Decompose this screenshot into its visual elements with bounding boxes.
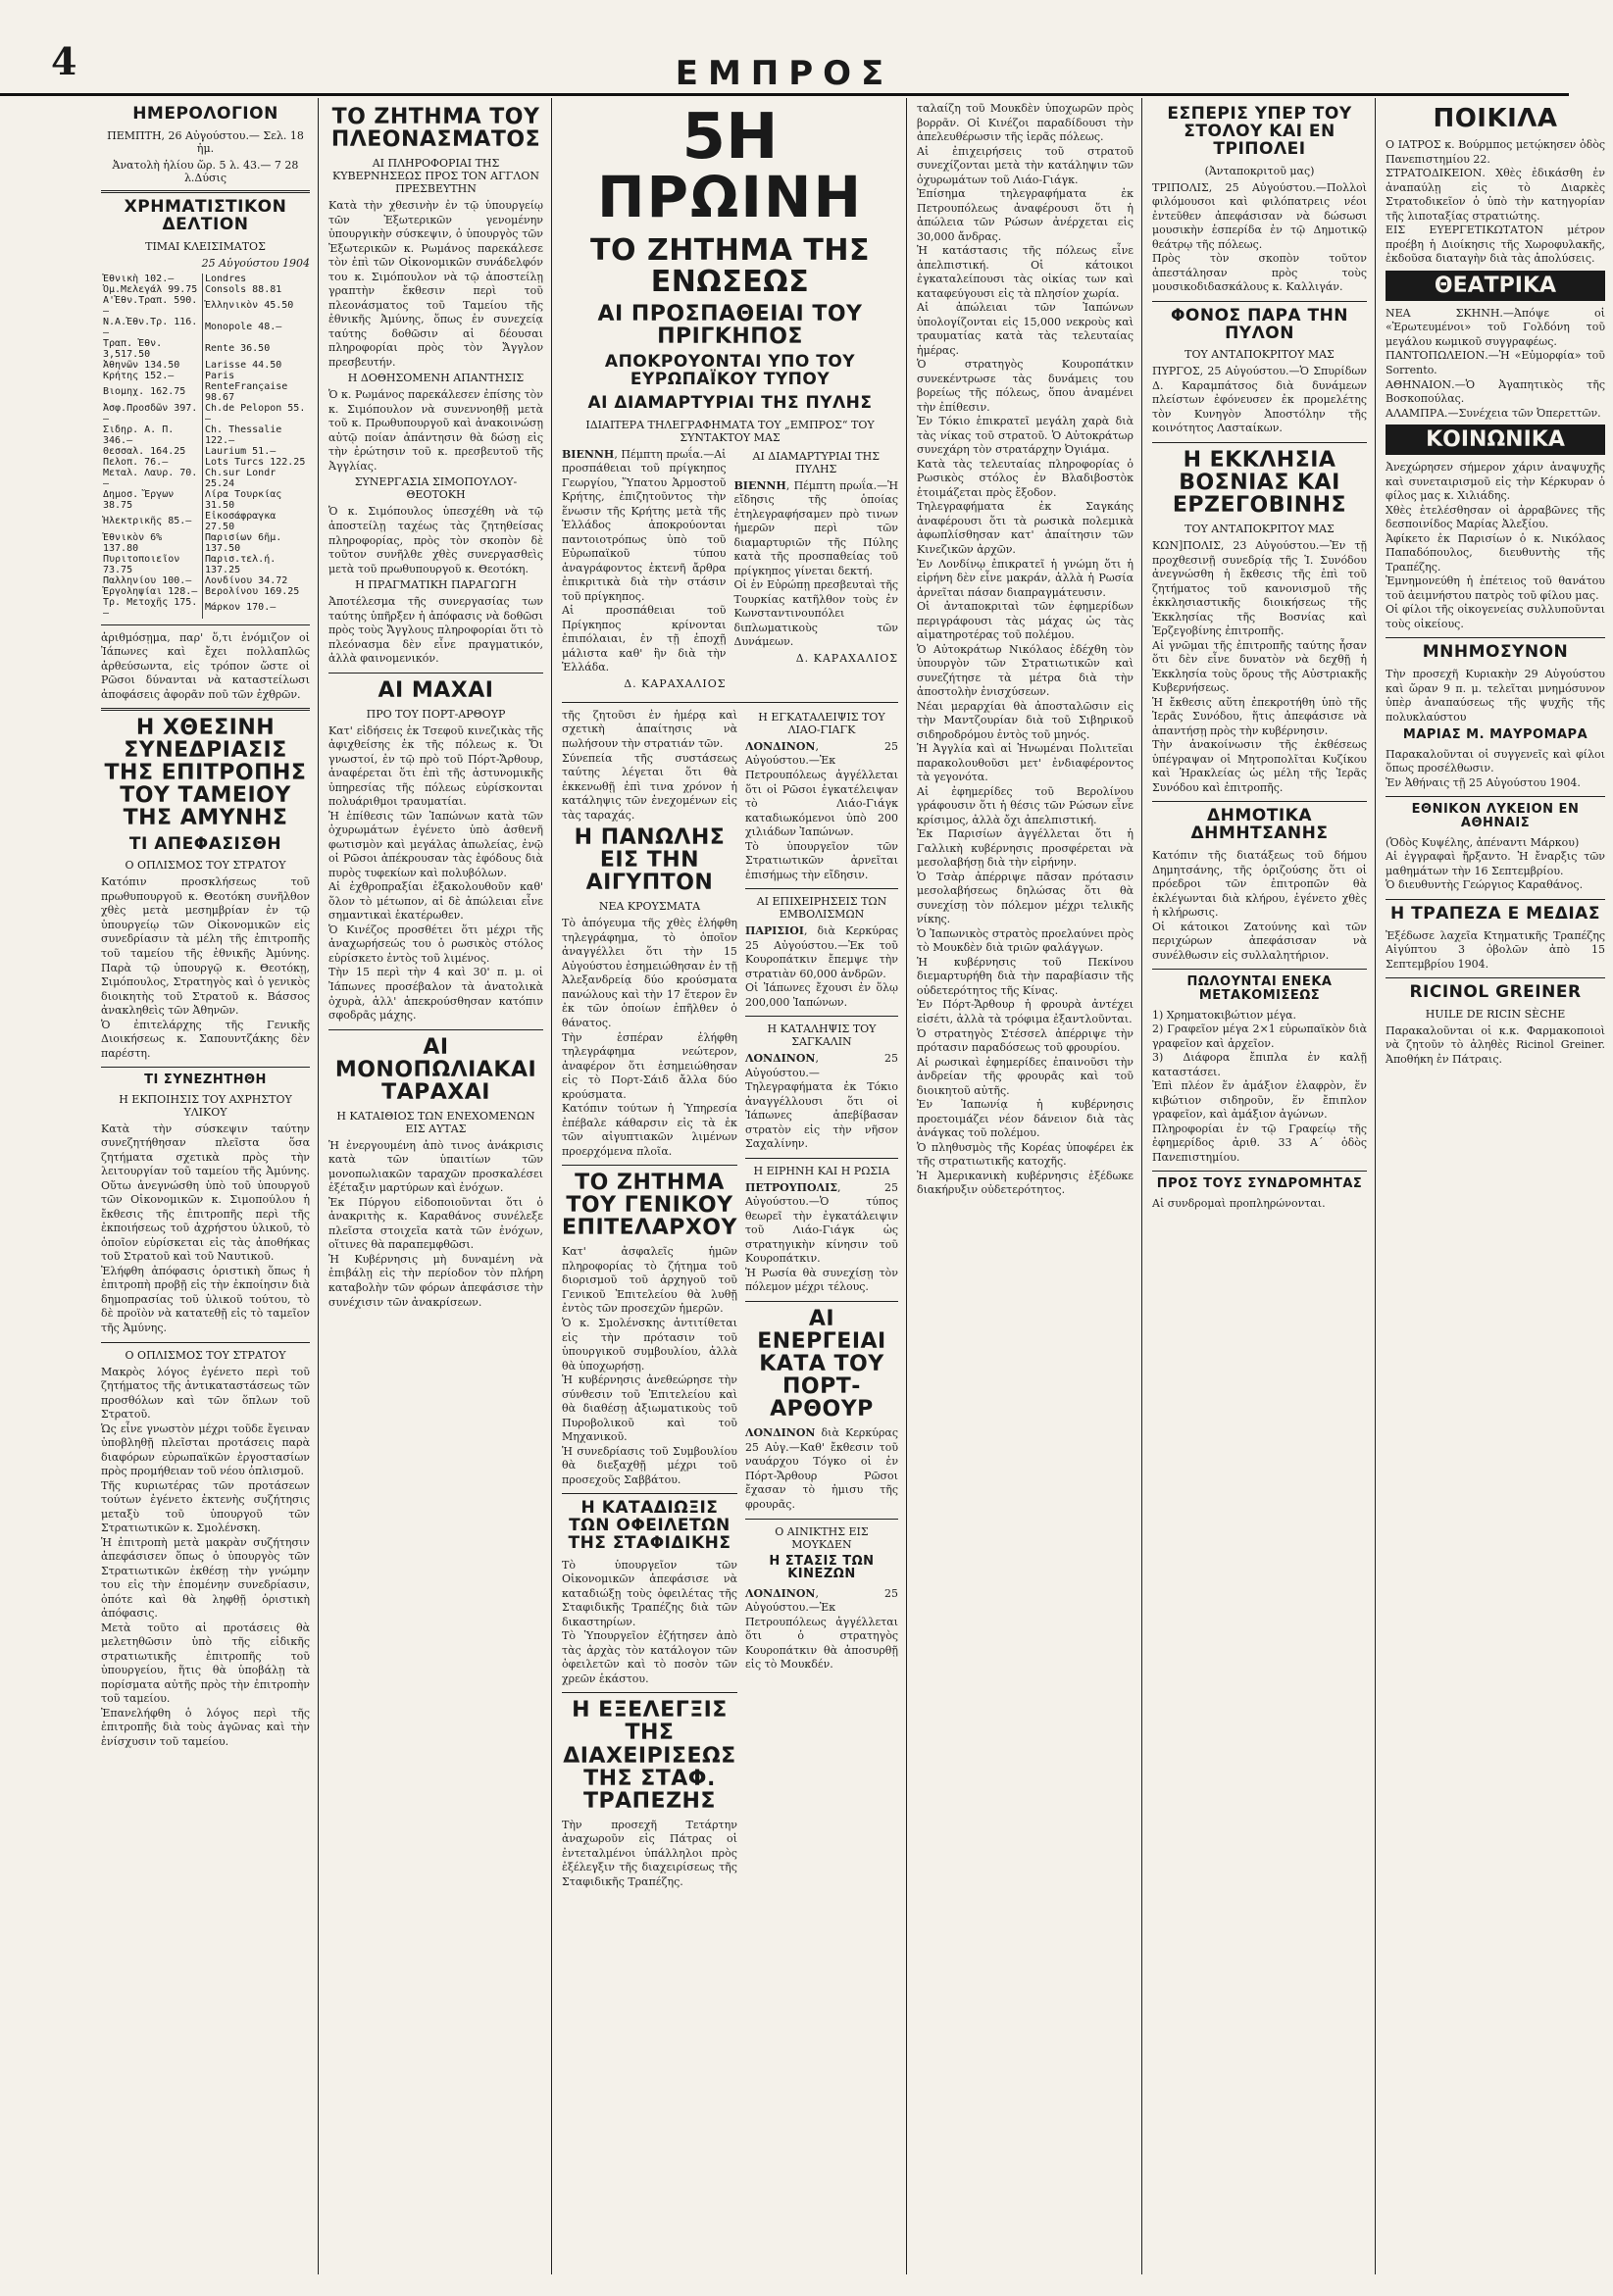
rate-cell: Α'Ἐθν.Τραπ. 590.— xyxy=(101,295,202,317)
article-body: Τὴν προσεχῆ Τετάρτην ἀναχωροῦν εἰς Πάτρας οἱ ἐντεταλμένοι ὑπάλληλοι πρὸς ἐξέλεγξιν τῆς διαχειρίσεως τῆς Σταφιδικῆς Τραπέζης. xyxy=(562,1818,737,1888)
bank-title: Η ΤΡΑΠΕΖΑ Ε ΜΕΔΙΑΣ xyxy=(1390,903,1600,923)
rate-row xyxy=(101,575,310,586)
article-body: Κατόπιν τῆς διατάξεως τοῦ δήμου Δημητσάνης, τῆς ὁριζούσης ὅτι οἱ πρόεδροι τῶν ἐπιτροπῶν θὰ ἐκλέγωνται διὰ κλήρου, ἐγένετο χθὲς ἡ κλήρωσις. Οἱ κάτοικοι Ζατούνης καὶ τῶν περιχώρων ἀπεφάσισαν νὰ συνέλθωσιν εἰς συλλαλητήριον. xyxy=(1152,849,1367,962)
fleet-evening-subtitle: (Ἀνταποκριτοῦ μας) xyxy=(1204,164,1315,177)
article-body: 1) Χρηματοκιβώτιον μέγα. 2) Γραφεῖον μέγα 2×1 εὐρωπαϊκὸν διὰ γραφεῖον καὶ ἀρχεῖον. 3) Διάφορα ἔπιπλα ἐν καλῇ καταστάσει. Ἐπὶ πλέον ἕν ἀμάξιον ἐλαφρὸν, ἕν κιβώτιον σιδηροῦν, ἕν ἔπιπλον γραφεῖον, καὶ ἀμάξιον ἀγώνων. Πληροφορίαι ἐν τῷ Γραφείῳ τῆς ἐφημερίδος ἀριθ. 33 Α΄ ὁδὸς Πανεπιστημίου. xyxy=(1152,1008,1367,1164)
useless-subtitle: Η ΕΚΠΟΙΗΣΙΣ ΤΟΥ ΑΧΡΗΣΤΟΥ ΥΛΙΚΟΥ xyxy=(119,1092,292,1119)
rate-cell: Ch. Thessalie 122.— xyxy=(204,424,282,446)
article-body: ΛΟΝΔΙΝΟΝ, 25 Αὐγούστου.—Ἐκ Πετρουπόλεως ἀγγέλλεται ὅτι ὁ στρατηγὸς Κουροπάτκιν θὰ ἀποσυρθῇ εἰς τὸ Μουκδέν. xyxy=(744,1586,898,1672)
rate-row xyxy=(101,284,310,295)
telegram-columns xyxy=(562,448,898,696)
rate-row xyxy=(101,381,310,403)
telegram-left xyxy=(562,448,727,696)
article-body: Κατὰ τὴν σύσκεψιν ταύτην συνεζητήθησαν πλεῖστα ὅσα ζητήματα σχετικὰ πρὸς τὴν λειτουργίαν τοῦ ταμείου τῆς Ἀμύνης. Οὕτω ἀνεγνώσθη ὑπὸ τοῦ ὑπουργοῦ τῶν Οἰκονομικῶν κ. Σιμοπούλου ἡ ἔκθεσις τῆς ἐπιτροπῆς περὶ τῆς ἐκποιήσεως τοῦ ἀχρήστου ὑλικοῦ, τὸ ὁποῖον εὑρίσκεται εἰς τὰς ἀποθήκας τοῦ Στρατοῦ καὶ τοῦ Ναυτικοῦ. Ἐλήφθη ἀπόφασις ὁριστικὴ ὅπως ἡ ἐπιτροπὴ προβῇ εἰς τὴν ἐκποίησιν διὰ δημοπρασίας τοῦ ὑλικοῦ τούτου, τὸ δὲ προϊὸν νὰ κατατεθῇ εἰς τὸ ταμεῖον τῆς Ἀμύνης. xyxy=(101,1122,310,1334)
article-body: Ἀποτέλεσμα τῆς συνεργασίας των ταύτης ὑπῆρξεν ἡ ἀπόφασις νὰ δοθῶσι πρὸς τοὺς Ἄγγλους πληροφορίαι ὅτι τὸ πλεόνασμα δὲν εἶνε πραγματικόν, ἀλλὰ φαινομενικόν. xyxy=(328,595,543,666)
committee-title: Η ΧΘΕΣΙΝΗ ΣΥΝΕΔΡΙΑΣΙΣ ΤΗΣ ΕΠΙΤΡΟΠΗΣ ΤΟΥ ΤΑΜΕΙΟΥ ΤΗΣ ΑΜΥΝΗΣ xyxy=(104,716,307,831)
divider xyxy=(1386,977,1605,978)
rate-row xyxy=(101,586,310,597)
article-body: ἀριθμόσῃμα, παρ' ὅ,τι ἐνόμιζον οἱ Ἰάπωνες καὶ ἔχει πολλαπλῶς ἀρθεύσωντα, εἰς τρόπον ὥστε οἱ Ρῶσοι δύνανται νὰ καταστείλωσι ἀποφάσεις ἀφορᾶν ποῦ τῶν ἐχθρῶν. xyxy=(101,630,310,701)
persecution-title: Η ΚΑΤΑΔΙΩΞΙΣ ΤΩΝ ΟΦΕΙΛΕΤΩΝ ΤΗΣ ΣΤΑΦΙΔΙΚΗΣ xyxy=(568,1498,731,1553)
divider xyxy=(1386,796,1605,797)
telegram-right xyxy=(734,448,899,696)
for-sale-title: ΠΩΛΟΥΝΤΑΙ ΕΝΕΚΑ ΜΕΤΑΚΟΜΙΣΕΩΣ xyxy=(1186,974,1333,1003)
article-body: τῆς ζητοῦσι ἐν ἡμέρᾳ καὶ σχετικὴ ἀπαίτησις νὰ πωλήσουν τὴν στρατιάν τῶν. Σύνεπεία τῆς συστάσεως ταύτης λέγεται ὅτι θὰ ἐκκενωθῇ ἐπὶ τινα χρόνον ἡ κατάληψις τῶν ἐνεχομένων εἰς τὰς ταραχάς. xyxy=(562,708,737,822)
column-4 xyxy=(909,98,1142,2274)
surplus-subtitle: ΑΙ ΠΛΗΡΟΦΟΡΙΑΙ ΤΗΣ ΚΥΒΕΡΝΗΣΕΩΣ ΠΡΟΣ ΤΟΝ ΑΓΓΛΟΝ ΠΡΕΣΒΕΥΤΗΝ xyxy=(332,157,539,196)
decisions-title: ΤΙ ΑΠΕΦΑΣΙΣΘΗ xyxy=(128,833,282,854)
divider xyxy=(101,1067,310,1068)
church-subtitle: ΤΟΥ ΑΝΤΑΠΟΚΡΙΤΟΥ ΜΑΣ xyxy=(1185,523,1335,536)
audit-title: Η ΕΞΕΛΕΓΞΙΣ ΤΗΣ ΔΙΑΧΕΙΡΙΣΕΩΣ ΤΗΣ ΣΤΑΦ. ΤΡΑΠΕΖΗΣ xyxy=(563,1698,736,1814)
rate-cell: Πυριτοποιεῖον 73.75 xyxy=(101,554,202,575)
rate-cell: Monopole 48.— xyxy=(204,322,282,333)
rate-cell: Βερολίνου 169.25 xyxy=(204,585,300,597)
rate-cell: Ἐθνικὴ 102.— xyxy=(101,274,202,284)
divider xyxy=(328,673,543,674)
article-body: ΛΟΝΔΙΝΟΝ διὰ Κερκύρας 25 Αὐγ.—Καθ' ἔκθεσιν τοῦ ναυάρχου Τόγκο οἱ ἐν Πόρτ-Ἄρθουρ Ρῶσοι ἔχασαν τὸ ἡμισυ τῆς φρουρᾶς. xyxy=(744,1426,898,1511)
column-2 xyxy=(321,98,552,2274)
rate-cell: Ἀσφ.Προσδῶν 397.— xyxy=(101,403,202,424)
rate-cell: Ἐργοληψίαι 128.— xyxy=(101,586,202,597)
edition-number: 5Η xyxy=(681,101,779,174)
rate-cell: Ἐθνικὸν 6% 137.80 xyxy=(101,532,202,554)
divider xyxy=(562,702,898,703)
subscribers-title: ΠΡΟΣ ΤΟΥΣ ΣΥΝΔΡΟΜΗΤΑΣ xyxy=(1156,1176,1363,1192)
rate-row xyxy=(101,403,310,424)
column-1 xyxy=(93,98,319,2274)
rate-row xyxy=(101,424,310,446)
divider xyxy=(328,1029,543,1030)
article-body: Ὁ κ. Σιμόπουλος ὑπεσχέθη νὰ τῷ ἀποστείλῃ ταχέως τὰς ζητηθείσας πληροφορίας, πρὸς τὸν σκοπὸν δὲ τοῦτον συνῆλθε χθὲς συνεργασθεὶς μετὰ τοῦ πρωθυπουργοῦ κ. Θεοτόκη. xyxy=(328,505,543,575)
calendar-line-1: ΠΕΜΠΤΗ, 26 Αὐγούστου.— Σελ. 18 ἡμ. xyxy=(107,128,304,155)
rate-cell: Μεταλ. Λαυρ. 70.— xyxy=(101,468,202,489)
article-body: ΝΕΑ ΣΚΗΝΗ.—Ἀπόψε οἱ «Ἐρωτευμένοι» τοῦ Γολδόνη τοῦ μεγάλου κωμικοῦ συγγραφέως. ΠΑΝΤΟΠΩΛΕΙΟΝ.—Ἡ «Εὐμορφία» τοῦ Sorrento. ΑΘΗΝΑΙΟΝ.—Ὁ Ἀγαπητικὸς τῆς Βοσκοπούλας. ΑΛΑΜΠΡΑ.—Συνέχεια τῶν Ὀπερεττῶν. xyxy=(1386,306,1605,420)
lyceum-title: ΕΘΝΙΚΟΝ ΛΥΚΕΙΟΝ ΕΝ ΑΘΗΝΑΙΣ xyxy=(1411,802,1580,830)
article-body: ταλαίζη τοῦ Μουκδὲν ὑποχωρῶν πρὸς βορρᾶν. Οἱ Κινέζοι παραδίδουσι τὴν ἀπελευθέρωσιν τῆς ἱερᾶς πόλεως. Αἱ ἐπιχειρήσεις τοῦ στρατοῦ συνεχίζονται μετὰ τὴν κατάληψιν τῶν ὀχυρωμάτων τοῦ Λιάο-Γιάγκ. Ἐπίσημα τηλεγραφήματα ἐκ Πετρουπόλεως ἀναφέρουσι ὅτι ἡ ἀπώλεια τῶν Ρώσων ἀνέρχεται εἰς 30,000 ἄνδρας. Ἡ κατάστασις τῆς πόλεως εἶνε ἀπελπιστική. Οἱ κάτοικοι ἐγκαταλείπουσι τὰς οἰκίας των καὶ καταφεύγουσι εἰς τὰ πλησίον χωρία. Αἱ ἀπώλειαι τῶν Ἰαπώνων ὑπολογίζονται εἰς 15,000 νεκροὺς καὶ τραυματίας κατὰ τὰς τελευταίας ἡμέρας. Ὁ στρατηγὸς Κουροπάτκιν συνεκέντρωσε τὰς δυνάμεις του βορείως τῆς πόλεως, ὅπου ἀναμένει τὴν ἐπίθεσιν. Ἐν Τόκιο ἐπικρατεῖ μεγάλη χαρὰ διὰ τὰς νίκας τοῦ στρατοῦ. Ὁ Αὐτοκράτωρ συνεχάρη τὸν στρατάρχην Ὀγιάμα. Κατὰ τὰς τελευταίας πληροφορίας ὁ Ρωσικὸς στόλος ἐν Βλαδιβοστὸκ ἑτοιμάζεται πρὸς ἔξοδον. Τηλεγραφήματα ἐκ Σαγκάης ἀναφέρουσι ὅτι τὰ ρωσικὰ πολεμικὰ ἀφωπλίσθησαν κατ' ἀπαίτησιν τῶν Κινεζικῶν ἀρχῶν. Ἐν Λονδίνῳ ἐπικρατεῖ ἡ γνώμη ὅτι ἡ εἰρήνη δὲν εἶνε μακράν, ἀλλὰ ἡ Ρωσία ἀρνεῖται πάσαν διαπραγμάτευσιν. Οἱ ἀνταποκριταὶ τῶν ἐφημερίδων περιγράφουσι τὰς μάχας ὡς τὰς αἱματηροτέρας τοῦ πολέμου. Ὁ Αὐτοκράτωρ Νικόλαος ἐδέχθη τὸν ὑπουργὸν τῶν Στρατιωτικῶν καὶ συνεζήτησε τὰ μέτρα διὰ τὴν ἀποστολὴν ἐνισχύσεων. Νέαι μεραρχίαι θὰ ἀποσταλῶσιν εἰς τὴν Μαντζουρίαν διὰ τοῦ Σιβηρικοῦ σιδηροδρόμου ἐντὸς τοῦ μηνός. Ἡ Ἀγγλία καὶ αἱ Ἡνωμέναι Πολιτεῖαι παρακολουθοῦσι μετ' ἐνδιαφέροντος τὰ γεγονότα. Αἱ ἐφημερίδες τοῦ Βερολίνου γράφουσιν ὅτι ἡ θέσις τῶν Ρώσων εἶνε κρίσιμος, ἀλλὰ ὄχι ἀπελπιστική. Ἐκ Παρισίων ἀγγέλλεται ὅτι ἡ Γαλλικὴ κυβέρνησις προσφέρεται νὰ μεσολαβήσῃ διὰ τὴν εἰρήνην. Ὁ Τσὰρ ἀπέρριψε πᾶσαν πρότασιν μεσολαβήσεως δηλώσας ὅτι θὰ συνεχίσῃ τὸν πόλεμον μέχρι τελικῆς νίκης. Ὁ Ἰαπωνικὸς στρατὸς προελαύνει πρὸς τὸ Μουκδὲν διὰ τριῶν φαλάγγων. Ἡ κυβέρνησις τοῦ Πεκίνου διεμαρτυρήθη διὰ τὴν παραβίασιν τῆς οὐδετερότητος τῆς Κίνας. Ἐν Πόρτ-Ἄρθουρ ἡ φρουρὰ ἀντέχει εἰσέτι, ἀλλὰ τὰ τρόφιμα ἐξαντλοῦνται. Ὁ στρατηγὸς Στέσσελ ἀπέρριψε τὴν πρότασιν παραδόσεως τοῦ φρουρίου. Αἱ ρωσικαὶ ἐφημερίδες ἐπαινοῦσι τὴν ἀνδρείαν τῆς φρουρᾶς καὶ τοῦ διοικητοῦ αὐτῆς. Ἐν Ἰαπωνίᾳ ἡ κυβέρνησις προετοιμάζει νέον δάνειον διὰ τὰς ἀνάγκας τοῦ πολέμου. Ὁ πληθυσμὸς τῆς Κορέας ὑποφέρει ἐκ τῆς στρατιωτικῆς κατοχῆς. Ἡ Ἀμερικανικὴ κυβέρνησις ἐξέδωκε διακήρυξιν οὐδετερότητος. xyxy=(917,102,1134,1197)
rate-cell: Κρήτης 152.— xyxy=(101,371,202,381)
army-subtitle-2: Ο ΟΠΛΙΣΜΟΣ ΤΟΥ ΣΤΡΑΤΟΥ xyxy=(125,1348,286,1362)
rate-row xyxy=(101,511,310,532)
news-columns xyxy=(562,709,898,1889)
rate-row xyxy=(101,338,310,360)
finance-date: 25 Αὐγούστου 1904 xyxy=(201,256,310,270)
fleet-evening-title: ΕΣΠΕΡΙΣ ΥΠΕΡ ΤΟΥ ΣΤΟΛΟΥ ΚΑΙ ΕΝ ΤΡΙΠΟΛΕΙ xyxy=(1167,104,1352,159)
rate-cell: Παρισίων 6ῆμ. 137.50 xyxy=(204,531,282,554)
plague-title: Η ΠΑΝΩΛΗΣ ΕΙΣ ΤΗΝ ΑΙΓΥΠΤΟΝ xyxy=(574,825,726,896)
article-body: Ὁ κ. Ρωμάνος παρεκάλεσεν ἐπίσης τὸν κ. Σιμόπουλον νὰ συνεννοηθῇ μετὰ τοῦ κ. Πρωθυπουργοῦ καὶ ἀνακοινώσῃ αὐτῷ ποίαν ἀπάντησιν θὰ δώσῃ εἰς τὴν ἐρώτησιν τοῦ κ. πρεσβευτοῦ τῆς Ἀγγλίας. xyxy=(328,388,543,473)
divider xyxy=(562,1165,737,1166)
production-subtitle: Η ΠΡΑΓΜΑΤΙΚΗ ΠΑΡΑΓΩΓΗ xyxy=(355,578,517,592)
article-body: Τὸ ἀπόγευμα τῆς χθὲς ἐλήφθη τηλεγράφημα, τὸ ὁποῖον ἀναγγέλλει ὅτι τὴν 15 Αὐγούστου ἐσημειώθησαν ἐν τῇ Ἀλεξανδρείᾳ δύο κρούσματα πανώλους καὶ τὴν 17 ἕτερον ἓν ἐκ τῶν ὁποίων ἐπῆλθεν ὁ θάνατος. Τὴν ἑσπέραν ἐλήφθη τηλεγράφημα νεώτερον, ἀναφέρον ὅτι ἐσημειώθησαν εἰς τὸ Πορτ-Σάιδ ἄλλα δύο κρούσματα. Κατόπιν τούτων ἡ Ὑπηρεσία ἐπέβαλε κάθαρσιν εἰς τὰ ἐκ τῶν αἰγυπτιακῶν λιμένων προερχόμενα πλοῖα. xyxy=(562,917,737,1158)
divider xyxy=(101,624,310,625)
divider xyxy=(745,1016,898,1017)
divider xyxy=(562,1692,737,1693)
prince-title: ΑΙ ΠΡΟΣΠΑΘΕΙΑΙ ΤΟΥ ΠΡΙΓΚΗΠΟΣ xyxy=(597,302,863,350)
municipal-title: ΔΗΜΟΤΙΚΑ ΔΗΜΗΤΣΑΝΗΣ xyxy=(1190,806,1329,844)
rate-cell: Larisse 44.50 xyxy=(204,359,282,371)
monopoly-title: ΑΙ ΜΟΝΟΠΩΛΙΑΚΑΙ ΤΑΡΑΧΑΙ xyxy=(334,1034,537,1105)
article-body: Κατ' εἰδήσεις ἐκ Τσεφοῦ κινεζικὰς τῆς ἀφιχθείσης ἐκ τῆς πόλεως κ. Ὄι γνωστοί, ἐν τῷ πρὸ τοῦ Πόρτ-Ἄρθουρ, ἀναφέρεται ὅτι ἐπὶ τῆς ἀστυνομικῆς ὑπηρεσίας τῆς πόλεως εὑρίσκονται πολυάριθμοι τραυματίαι. Ἡ ἐπίθεσις τῶν Ἰαπώνων κατὰ τῶν ὀχυρωμάτων ἐγένετο ὑπὸ ἀσθενῆ φωτισμὸν καὶ μεγάλας ἀπωλείας, ἐνῷ οἱ Ρῶσοι ἀπέκρουσαν τὰς ἐφόδους διὰ πυρὸς τυφεκίων καὶ πολυβόλων. Αἱ ἐχθροπραξίαι ἐξακολουθοῦν καθ' ὅλον τὸ μέτωπον, αἱ δὲ ἀπώλειαι εἶνε σημαντικαὶ ἑκατέρωθεν. Ὁ Κινέζος προσθέτει ὅτι μέχρι τῆς ἀναχωρήσεώς του ὁ ρωσικὸς στόλος εὑρίσκετο ἐντὸς τοῦ λιμένος. Τὴν 15 περὶ τὴν 4 καὶ 30' π. μ. οἱ Ἰάπωνες προσέβαλον τὰ ἀνατολικὰ ὀχυρὰ, ἀλλ' ἀπεκρούσθησαν κατόπιν σφοδρᾶς μάχης. xyxy=(328,724,543,1023)
press-title: ΑΠΟΚΡΟΥΟΝΤΑΙ ΥΠΟ ΤΟΥ ΕΥΡΩΠΑΪΚΟΥ ΤΥΠΟΥ xyxy=(604,352,856,390)
rate-cell: Μάρκον 170.— xyxy=(204,602,277,614)
column-3 xyxy=(554,98,907,2274)
divider xyxy=(1386,637,1605,638)
rate-cell: Βιομηχ. 162.75 xyxy=(101,381,202,403)
article-body: Ἀνεχώρησεν σήμερον χάριν ἀναψυχῆς καὶ συνεταιρισμοῦ εἰς τὴν Κέρκυραν ὁ φίλος μας κ. Χιλιάδης. Χθὲς ἐτελέσθησαν οἱ ἀρραβῶνες τῆς δεσποινίδος Μαρίας Ἀλεξίου. Ἀφίκετο ἐκ Παρισίων ὁ κ. Νικόλαος Παπαδόπουλος, διευθυντὴς τῆς Τραπέζης. Ἐμνημονεύθη ἡ ἐπέτειος τοῦ θανάτου τοῦ ἀειμνήστου πατρὸς τοῦ φίλου μας. Οἱ φίλοι τῆς οἰκογενείας συλλυποῦνται τοὺς οἰκείους. xyxy=(1386,461,1605,630)
finance-subtitle: ΤΙΜΑΙ ΚΛΕΙΣΙΜΑΤΟΣ xyxy=(145,239,266,253)
rate-row xyxy=(101,274,310,284)
murder-subtitle: ΤΟΥ ΑΝΤΑΠΟΚΡΙΤΟΥ ΜΑΣ xyxy=(1185,348,1335,362)
masthead xyxy=(0,0,1569,96)
memorial-title: ΜΝΗΜΟΣΥΝΟΝ xyxy=(1422,642,1569,663)
article-body: ΒΙΕΝΝΗ, Πέμπτη πρωΐα.—Ἡ εἴδησις τῆς ὁποίας ἐτηλεγραφήσαμεν πρὸ τινων ἡμερῶν περὶ τῶν διαμαρτυριῶν τῆς Πύλης κατὰ τῆς προσπαθείας τοῦ πρίγκηπος γίνεται δεκτή. Οἱ ἐν Εὐρώπῃ πρεσβευταὶ τῆς Τουρκίας κατῆλθον τοὺς ἐν Κωνσταντινουπόλει διπλωματικοὺς τῶν Δυνάμεων. xyxy=(733,478,898,649)
rate-cell: Ch.sur Londr 25.24 xyxy=(204,467,277,489)
rate-cell: Paris xyxy=(204,370,235,381)
edition-word: ΠΡΩΙΝΗ xyxy=(596,164,864,230)
article-body: Παρακαλοῦνται οἱ κ.κ. Φαρμακοποιοὶ νὰ ζητοῦν τὸ ἀληθὲς Ricinol Greiner. Ἀποθήκη ἐν Πάτραις. xyxy=(1386,1023,1605,1066)
what-agreed-title: ΤΙ ΣΥΝΕΖΗΤΗΘΗ xyxy=(144,1073,267,1088)
divider xyxy=(562,1493,737,1494)
rate-cell: Εἰκοσάφραγκα 27.50 xyxy=(204,510,277,532)
rate-cell: RenteFrançaise 98.67 xyxy=(204,380,288,403)
surplus-title: ΤΟ ΖΗΤΗΜΑ ΤΟΥ ΠΛΕΟΝΑΣΜΑΤΟΣ xyxy=(330,105,541,153)
social-title: ΚΟΙΝΩΝΙΚΑ xyxy=(1386,424,1605,455)
article-body: ΛΟΝΔΙΝΟΝ, 25 Αὐγούστου.—Ἐκ Πετρουπόλεως ἀγγέλλεται ὅτι οἱ Ρῶσοι ἐγκατέλειψαν τὸ Λιάο-Γιάγκ καταδιωκόμενοι ὑπὸ 200 χιλιάδων Ἰαπώνων. Τὸ ὑπουργεῖον τῶν Στρατιωτικῶν ἀρνεῖται ἐπισήμως τὴν εἴδησιν. xyxy=(744,739,898,881)
signature-2: Δ. ΚΑΡΑΧΑΛΙΟΣ xyxy=(795,651,898,665)
monopoly-subtitle: Η ΚΑΤΑΙΘΙΟΣ ΤΩΝ ΕΝΕΧΟΜΕΝΩΝ ΕΙΣ ΑΥΤΑΣ xyxy=(336,1109,535,1135)
rate-row xyxy=(101,295,310,317)
rate-row xyxy=(101,371,310,381)
rate-cell: Πελοπ. 76.— xyxy=(101,457,202,468)
rate-cell: Ὀμ.Μελεγάλ 99.75 xyxy=(101,284,202,295)
answer-subtitle: Η ΔΟΘΗΣΟΜΕΝΗ ΑΠΑΝΤΗΣΙΣ xyxy=(347,372,525,385)
battles-subtitle: ΠΡΟ ΤΟΥ ΠΟΡΤ-ΑΡΘΟΥΡ xyxy=(366,707,506,721)
rate-cell: Ἀθηνῶν 134.50 xyxy=(101,360,202,371)
riddle-subtitle: Ο ΑΙΝΙΚΤΗΣ ΕΙΣ ΜΟΥΚΔΕΝ xyxy=(775,1524,869,1551)
article-body: Τὸ ὑπουργεῖον τῶν Οἰκονομικῶν ἀπεφάσισε νὰ καταδιώξῃ τοὺς ὀφειλέτας τῆς Σταφιδικῆς Τραπέζης διὰ τῶν δικαστηρίων. Τὸ Ὑπουργεῖον ἐζήτησεν ἀπὸ τὰς ἀρχὰς τὸν κατάλογον τῶν ὀφειλετῶν καὶ τὸ ποσὸν τῶν χρεῶν ἑκάστου. xyxy=(562,1558,737,1685)
divider xyxy=(745,1158,898,1159)
article-body: ΠΥΡΓΟΣ, 25 Αὐγούστου.—Ὁ Σπυρίδων Δ. Καραμπάτσος διὰ δυνάμεων πλείστων ἐφόνευσεν ἐκ προμελέτης τὸν Κυνηγὸν Ἀποστόλην τῆς κοινότητος Λασταίκων. xyxy=(1152,365,1367,435)
protests-subtitle: ΑΙ ΔΙΑΜΑΡΤΥΡΙΑΙ ΤΗΣ ΠΥΛΗΣ xyxy=(752,449,880,475)
rate-cell: Λίρα Τουρκίας 31.50 xyxy=(204,488,282,511)
column-6 xyxy=(1378,98,1613,2274)
article-body: ΚΩΝ]ΠΟΛΙΣ, 23 Αὐγούστου.—Ἐν τῇ προχθεσινῇ συνεδρίᾳ τῆς Ἱ. Συνόδου ἀνεγνώσθη ἡ ἔκθεσις τῆς ἐπὶ τοῦ ζητήματος τοῦ κανονισμοῦ τῆς ἐκκλησιαστικῆς διοικήσεως τῆς Ἐκκλησίας τῆς Βοσνίας καὶ Ἐρζεγοβίνης ἐπιτροπῆς. Αἱ γνῶμαι τῆς ἐπιτροπῆς ταύτης ἦσαν ὅτι δὲν εἶνε δυνατὸν νὰ δεχθῇ ἡ Ἐκκλησία τοὺς ὅρους τῆς Αὐστριακῆς Κυβερνήσεως. Ἡ ἔκθεσις αὕτη ἐπεκροτήθη ὑπὸ τῆς Ἱερᾶς Συνόδου, ἥτις ἀπεφάσισε νὰ ἀπαντήσῃ πρὸς τὴν κυβέρνησιν. Τὴν ἀνακοίνωσιν τῆς ἐκθέσεως ὑπέγραψαν οἱ Μητροπολῖται Κυζίκου καὶ Ἡρακλείας ὡς μέλη τῆς Ἱερᾶς Συνόδου καὶ ἐπιτροπῆς. xyxy=(1152,539,1367,794)
article-body: Ἡ ἐνεργουμένη ἀπὸ τινος ἀνάκρισις κατὰ τῶν ὑπαιτίων τῶν μονοπωλιακῶν ταραχῶν προσκαλέσει ἐξέταξιν μαρτύρων καὶ ἐνόχων. Ἐκ Πύργου εἰδοποιοῦνται ὅτι ὁ ἀνακριτὴς κ. Καραθάνος συνέλεξε πλεῖστα στοιχεῖα κατὰ τῶν ἐνόχων, οἵτινες θὰ παραπεμφθῶσι. Ἡ Κυβέρνησις μὴ δυναμένη νὰ ἐπιβάλῃ εἰς τὴν περίοδον τὸν πλήρη καταβολὴν τῶν φόρων ἀπεφάσισε τὴν συνέχισιν τῶν ἀνακρίσεων. xyxy=(328,1138,543,1309)
divider xyxy=(745,888,898,889)
page-number: 4 xyxy=(51,39,77,83)
article-body: Κατὰ τὴν χθεσινὴν ἐν τῷ ὑπουργείῳ τῶν Ἐξωτερικῶν γενομένην ὑπουργικὴν σύσκεψιν, ὁ ὑπουργὸς τῶν Ἐξωτερικῶν κ. Ρωμάνος παρεκάλεσε τὸν ἐπὶ τῶν Οἰκονομικῶν συνάδελφόν του κ. Σιμόπουλον νὰ τῷ ἀποστείλῃ γραπτὴν ἔκθεσιν περὶ τοῦ πλεονάσματος τοῦ Ταμείου τῆς ἐθνικῆς Ἀμύνης, ὅπως ἐν συνεχείᾳ ταύτης δοθῶσιν αἱ δέουσαι πληροφορίαι πρὸς τὸν Ἄγγλον πρεσβευτήν. xyxy=(328,199,543,369)
embolisms-subtitle: ΑΙ ΕΠΙΧΕΙΡΗΣΕΙΣ ΤΩΝ ΕΜΒΟΛΙΣΜΩΝ xyxy=(756,895,887,922)
memorial-name: ΜΑΡΙΑΣ Μ. ΜΑΥΡΟΜΑΡΑ xyxy=(1402,727,1588,743)
divider xyxy=(1152,1171,1367,1172)
divider xyxy=(1152,969,1367,970)
rate-row xyxy=(101,317,310,338)
plague-subtitle: ΝΕΑ ΚΡΟΥΣΜΑΤΑ xyxy=(598,900,701,914)
peace-subtitle: Η ΕΙΡΗΝΗ ΚΑΙ Η ΡΩΣΙΑ xyxy=(753,1164,890,1177)
article-body: (Ὁδὸς Κυψέλης, ἀπέναντι Μάρκου) Αἱ ἐγγραφαὶ ἤρξαντο. Ἡ ἔναρξις τῶν μαθημάτων τὴν 16 Σεπτεμβρίου. Ὁ διευθυντὴς Γεώργιος Καραθάνος. xyxy=(1386,835,1605,892)
article-body: Μακρὸς λόγος ἐγένετο περὶ τοῦ ζητήματος τῆς ἀντικαταστάσεως τῶν προσθόλων καὶ τῶν ὅπλων τοῦ Στρατοῦ. Ὡς εἶνε γνωστὸν μέχρι τοῦδε ἔγειναν ὑποβληθῇ πλεῖσται προτάσεις παρὰ διαφόρων εὐρωπαϊκῶν ἐργοστασίων πρὸς προμήθειαν τοῦ νέου ὁπλισμοῦ. Τῆς κυριωτέρας τῶν προτάσεων τούτων ἐγένετο ἐκτενὴς συζήτησις μεταξὺ τοῦ ὑπουργοῦ τῶν Στρατιωτικῶν κ. Σμολένσκη. Ἡ ἐπιτροπὴ μετὰ μακρὰν συζήτησιν ἀπεφάσισεν ὅπως ὁ ὑπουργὸς τῶν Στρατιωτικῶν ἐκθέσῃ τὴν γνώμην του εἰς τὴν ἑπομένην συνεδρίασιν, ὁπότε καὶ θὰ ληφθῇ ὁριστικὴ ἀπόφασις. Μετὰ τοῦτο αἱ προτάσεις θὰ μελετηθῶσιν ὑπὸ τῆς εἰδικῆς στρατιωτικῆς ἐπιτροπῆς τοῦ ὑπουργείου, ἥτις θὰ ὑποβάλῃ τὰ πορίσματα αὐτῆς πρὸς τὴν ἐπιτροπὴν τοῦ ταμείου. Ἐπανελήφθη ὁ λόγος περὶ τῆς ἐπιτροπῆς διὰ τοὺς ἀγῶνας καὶ τὴν ἐνίσχυσιν τοῦ ταμείου. xyxy=(101,1365,310,1748)
union-title: ΤΟ ΖΗΤΗΜΑ ΤΗΣ ΕΝΩΣΕΩΣ xyxy=(590,233,870,299)
cooperation-subtitle: ΣΥΝΕΡΓΑΣΙΑ ΣΙΜΟΠΟΥΛΟΥ-ΘΕΟΤΟΚΗ xyxy=(354,475,518,502)
rate-cell: Ch.de Pelopon 55.— xyxy=(204,402,306,424)
rate-cell: Londres xyxy=(204,273,247,284)
columns xyxy=(93,98,1605,2274)
chief-of-staff-title: ΤΟ ΖΗΤΗΜΑ ΤΟΥ ΓΕΝΙΚΟΥ ΕΠΙΤΕΛΑΡΧΟΥ xyxy=(562,1171,737,1241)
rate-row xyxy=(101,489,310,511)
article-body: Κατ' ἀσφαλεῖς ἡμῶν πληροφορίας τὸ ζήτημα τοῦ διορισμοῦ τοῦ ἀρχηγοῦ τοῦ Γενικοῦ Ἐπιτελείου θὰ λυθῇ ἐντὸς τῶν προσεχῶν ἡμερῶν. Ὁ κ. Σμολένσκης ἀντιτίθεται εἰς τὴν πρότασιν τοῦ ὑπουργικοῦ συμβουλίου, ἀλλὰ θὰ ὑποχωρήσῃ. Ἡ κυβέρνησις ἀνεθεώρησε τὴν σύνθεσιν τοῦ Ἐπιτελείου καὶ θὰ διαθέσῃ ἀξιωματικοὺς τοῦ Πυροβολικοῦ καὶ τοῦ Μηχανικοῦ. Ἡ συνεδρίασις τοῦ Συμβουλίου θὰ διεξαχθῇ μέχρι τοῦ προσεχοῦς Σαββάτου. xyxy=(562,1245,737,1486)
operations-title: ΑΙ ΕΝΕΡΓΕΙΑΙ ΚΑΤΑ ΤΟΥ ΠΟΡΤ-ΑΡΘΟΥΡ xyxy=(757,1306,886,1423)
sakhalin-subtitle: Η ΚΑΤΑΛΗΨΙΣ ΤΟΥ ΣΑΓΚΑΛΙΝ xyxy=(767,1023,877,1049)
rate-cell: Σιδηρ. Α. Π. 346.— xyxy=(101,424,202,446)
paper-name: ΕΜΠΡΟΣ xyxy=(675,54,894,93)
rate-cell: Παλληνίου 100.— xyxy=(101,575,202,586)
rate-cell: Laurium 51.— xyxy=(204,445,277,457)
article-body: Αἱ συνδρομαὶ προπληρώνονται. xyxy=(1152,1196,1326,1210)
article-body: ΒΙΕΝΝΗ, Πέμπτη πρωΐα.—Αἱ προσπάθειαι τοῦ πρίγκηπος Γεωργίου, Ὕπατου Ἁρμοστοῦ Κρήτης, ἐπιζητοῦντος τὴν ἕνωσιν τῆς Κρήτης μετὰ τῆς Ἑλλάδος ἀποκρούονται παντοιοτρόπως ὑπὸ τοῦ Εὐρωπαϊκοῦ τύπου ἀναγράφοντος ἐκτενῆ ἄρθρα ἐπικριτικὰ διὰ τὴν στάσιν τοῦ πρίγκηπος. Αἱ προσπάθειαι τοῦ Πρίγκηπος κρίνονται ἐπιπόλαιαι, ἐν τῇ ἐποχῇ μάλιστα καθ' ἣν διὰ τὴν Ἑλλάδα. xyxy=(562,447,727,674)
rate-row xyxy=(101,446,310,457)
rate-cell: Παρισ.τελ.ή. 137.25 xyxy=(204,553,277,575)
rate-cell: Consols 88.81 xyxy=(204,283,282,295)
divider xyxy=(1386,899,1605,900)
column-5 xyxy=(1144,98,1376,2274)
murder-title: ΦΟΝΟΣ ΠΑΡΑ ΤΗΝ ΠΥΛΟΝ xyxy=(1170,305,1349,343)
divider xyxy=(745,1519,898,1520)
divider xyxy=(1152,301,1367,302)
miscellaneous-title: ΠΟΙΚΙΛΑ xyxy=(1433,104,1558,133)
rate-cell: Τραπ. Ἐθν. 3,517.50 xyxy=(101,338,202,360)
article-body: ΤΡΙΠΟΛΙΣ, 25 Αὐγούστου.—Πολλοὶ φιλόμουσοι καὶ φιλόπατρεις νέοι ἐντεῦθεν ἀπεφάσισαν νὰ δώσωσι μουσικὴν ἑσπερίδα ἐν τῷ Δημοτικῷ θεάτρῳ τῆς πόλεως. Πρὸς τὸν σκοπὸν τοῦτον ἀπεστάλησαν πρὸς τοὺς μουσικοδιδασκάλους κ. Καλλιγάν. xyxy=(1152,180,1367,294)
divider xyxy=(101,190,310,193)
article-body: ΠΑΡΙΣΙΟΙ, διὰ Κερκύρας 25 Αὐγούστου.—Ἐκ τοῦ Κουροπάτκιν ἔπεμψε τὴν στρατιὰν 60,000 ἀνδρῶν. Οἱ Ἰάπωνες ἔχουσι ἐν ὅλῳ 200,000 Ἰαπώνων. xyxy=(744,924,898,1009)
divider xyxy=(1152,801,1367,802)
liaoyang-subtitle: Η ΕΓΚΑΤΑΛΕΙΨΙΣ ΤΟΥ ΛΙΑΟ-ΓΙΑΓΚ xyxy=(758,710,885,736)
rates-table xyxy=(101,274,310,619)
ricinol-title: RICINOL GREINER xyxy=(1409,982,1582,1003)
rate-cell: Θεσσαλ. 164.25 xyxy=(101,446,202,457)
rate-row xyxy=(101,457,310,468)
ricinol-subtitle: HUILE DE RICIN SÈCHE xyxy=(1425,1007,1566,1021)
article-body: ΛΟΝΔΙΝΟΝ, 25 Αὐγούστου.—Τηλεγραφήματα ἐκ Τόκιο ἀναγγέλλουσι ὅτι οἱ Ἰάπωνες ἀπεβίβασαν στρατὸν εἰς τὴν νῆσον Σαχαλίνην. xyxy=(744,1052,898,1151)
edition-banner xyxy=(562,101,898,230)
calendar-title: ΗΜΕΡΟΛΟΓΙΟΝ xyxy=(132,104,278,124)
church-title: Η ΕΚΚΛΗΣΙΑ ΒΟΣΝΙΑΣ ΚΑΙ ΕΡΖΕΓΟΒΙΝΗΣ xyxy=(1172,447,1347,519)
rate-row xyxy=(101,532,310,554)
article-body: Ο ΙΑΤΡΟΣ κ. Βούρμπος μετῴκησεν ὁδὸς Πανεπιστημίου 22. ΣΤΡΑΤΟΔΙΚΕΙΟΝ. Χθὲς ἐδικάσθη ἐν ἀναπαύλῃ εἰς τὸ Διαρκὲς Στρατοδικεῖον ὁ ὑπὸ τὴν κατηγορίαν τῆς λιποταξίας στρατιώτης. ΕΙΣ ΕΥΕΡΓΕΤΙΚΩΤΑΤΟΝ μέτρον προέβη ἡ Διοίκησις τῆς Χωροφυλακῆς, ἐκδοῦσα διαταγὴν διὰ τὰς ἀπολύσεις. xyxy=(1386,138,1605,266)
article-body: Τὴν προσεχῆ Κυριακὴν 29 Αὐγούστου καὶ ὥραν 9 π. μ. τελεῖται μνημόσυνον ὑπὲρ ἀναπαύσεως τῆς ψυχῆς τῆς πολυκλαύστου xyxy=(1386,668,1605,724)
rate-cell: Ἑλληνικὸν 45.50 xyxy=(204,300,294,312)
signature-1: Δ. ΚΑΡΑΧΑΛΙΟΣ xyxy=(624,676,727,690)
divider xyxy=(745,1301,898,1302)
telegram-header: ΙΔΙΑΙΤΕΡΑ ΤΗΛΕΓΡΑΦΗΜΑΤΑ ΤΟΥ „ΕΜΠΡΟΣ“ ΤΟΥ ΣΥΝΤΑΚΤΟΥ ΜΑΣ xyxy=(585,418,875,444)
divider xyxy=(1152,442,1367,443)
protests-title: ΑΙ ΔΙΑΜΑΡΤΥΡΙΑΙ ΤΗΣ ΠΥΛΗΣ xyxy=(587,392,873,413)
divider xyxy=(101,1342,310,1343)
calendar-line-2: Ἀνατολὴ ἡλίου ὥρ. 5 λ. 43.— 7 28 λ.Δύσις xyxy=(112,158,299,184)
news-right xyxy=(745,709,898,1889)
finance-title: ΧΡΗΜΑΤΙΣΤΙΚΟΝ ΔΕΛΤΙΟΝ xyxy=(124,196,287,234)
article-body: ΠΕΤΡΟΥΠΟΛΙΣ, 25 Αὐγούστου.—Ὁ τύπος θεωρεῖ τὴν ἐγκατάλειψιν τοῦ Λιάο-Γιάγκ ὡς στρατηγικὴν κίνησιν τοῦ Κουροπάτκιν. Ἡ Ρωσία θὰ συνεχίσῃ τὸν πόλεμον μέχρι τέλους. xyxy=(744,1180,898,1294)
rate-cell: Τρ. Μετοχῆς 175.— xyxy=(101,597,202,619)
article-body: Παρακαλοῦνται οἱ συγγενεῖς καὶ φίλοι ὅπως προσέλθωσιν. Ἐν Ἀθήναις τῇ 25 Αὐγούστου 1904. xyxy=(1386,747,1605,789)
rate-row xyxy=(101,360,310,371)
rate-cell: Ν.Α.Ἐθν.Τρ. 116.— xyxy=(101,317,202,338)
army-subtitle: Ο ΟΠΛΙΣΜΟΣ ΤΟΥ ΣΤΡΑΤΟΥ xyxy=(125,859,286,873)
article-body: Κατόπιν προσκλήσεως τοῦ πρωθυπουργοῦ κ. Θεοτόκη συνῆλθον χθὲς μετὰ μεσημβρίαν ἐν τῷ ὑπουργείῳ τῶν Οἰκονομικῶν εἰς συνεδρίασιν τὰ μέλη τῆς ἐπιτροπῆς τοῦ ταμείου τῆς ἐθνικῆς Ἀμύνης. Παρὰ τῷ ὑπουργῷ κ. Θεοτόκῃ, Σιμόπουλος, Στρατηγὸς καὶ ὁ γενικὸς διοικητὴς τοῦ Στρατοῦ κ. Βάσσος ἀνακληθεὶς τῶν Ἀθηνῶν. Ὁ ἐπιτελάρχης τῆς Γενικῆς Διοικήσεως κ. Σαπουντζάκης δὲν παρέστη. xyxy=(101,875,310,1060)
rate-row xyxy=(101,597,310,619)
battles-title: ΑΙ ΜΑΧΑΙ xyxy=(378,677,494,703)
rate-row xyxy=(101,554,310,575)
rate-row xyxy=(101,468,310,489)
rate-cell: Λονδίνου 34.72 xyxy=(204,574,288,586)
divider xyxy=(101,708,310,711)
rate-cell: Ἠλεκτρικῆς 85.— xyxy=(101,511,202,532)
rate-cell: Δημοσ. Ἔργων 38.75 xyxy=(101,489,202,511)
news-left xyxy=(562,709,737,1889)
rate-cell: Lots Turcs 122.25 xyxy=(204,456,306,468)
theater-title: ΘΕΑΤΡΙΚΑ xyxy=(1386,271,1605,301)
article-body: Ἐξέδωσε λαχεῖα Κτηματικῆς Τραπέζης Αἰγύπτου 3 ὀβολῶν ἀπὸ 15 Σεπτεμβρίου 1904. xyxy=(1386,928,1605,971)
chinese-title: Η ΣΤΑΣΙΣ ΤΩΝ ΚΙΝΕΖΩΝ xyxy=(769,1553,875,1582)
rate-cell: Rente 36.50 xyxy=(204,343,271,355)
